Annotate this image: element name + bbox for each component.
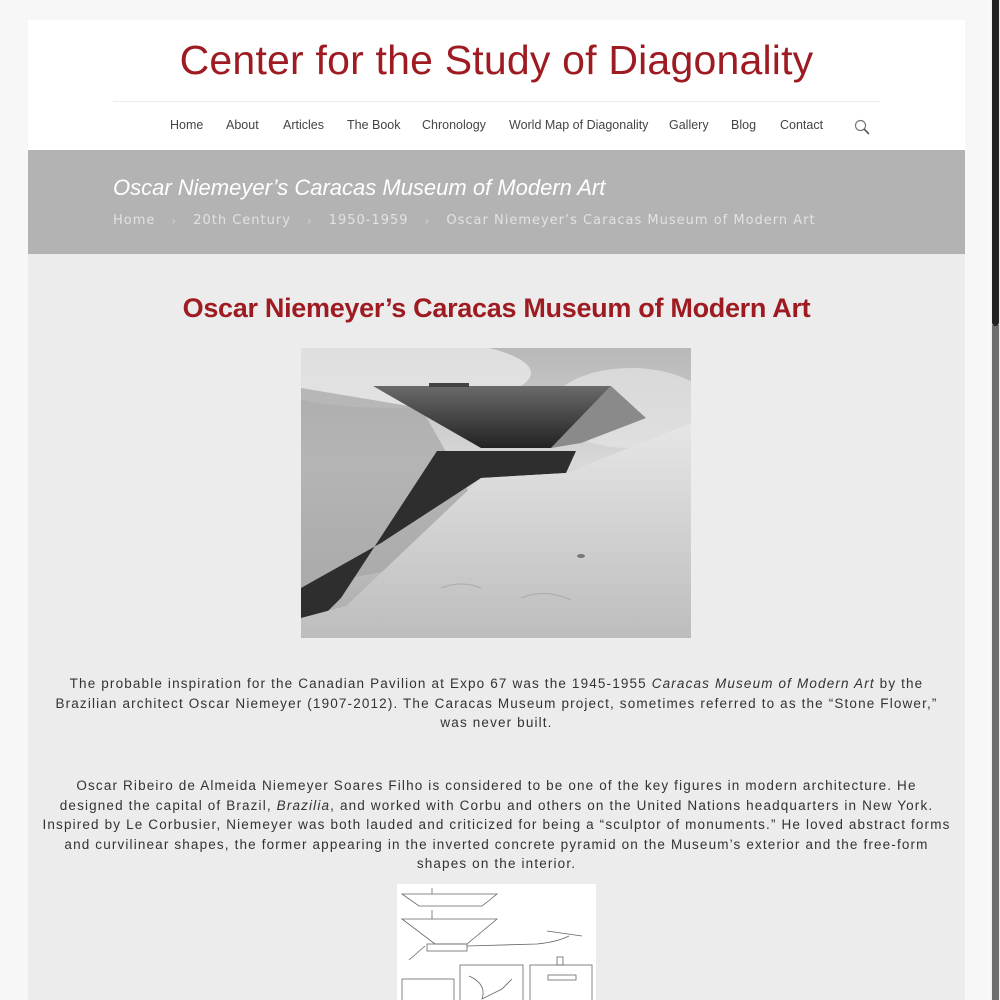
paragraph-2-emphasis: Brazilia xyxy=(276,797,331,813)
page-title-bar xyxy=(28,150,965,254)
site-title[interactable]: Center for the Study of Diagonality xyxy=(179,37,814,83)
breadcrumb-20th-century[interactable]: 20th Century xyxy=(193,213,291,228)
paragraph-2-text: Oscar Ribeiro de Almeida Niemeyer Soares Filho is considered to be one of the key figures in modern architecture. He designed the capital of Brazil, xyxy=(59,778,917,813)
breadcrumb xyxy=(113,213,816,229)
article xyxy=(28,254,965,1000)
main-nav xyxy=(28,117,965,137)
nav-item-about[interactable]: About xyxy=(226,118,259,132)
nav-item-home[interactable]: Home xyxy=(170,118,204,132)
paragraph-2 xyxy=(42,776,951,874)
page xyxy=(28,20,965,1000)
nav-item-the-book[interactable]: The Book xyxy=(347,118,401,132)
search-icon[interactable] xyxy=(854,119,870,135)
architectural-drawing[interactable] xyxy=(397,884,596,1000)
chevron-right-icon: › xyxy=(306,214,313,228)
chevron-right-icon: › xyxy=(171,214,178,228)
article-title: Oscar Niemeyer’s Caracas Museum of Modern Art xyxy=(182,293,811,323)
site-header xyxy=(28,20,965,150)
nav-item-blog[interactable]: Blog xyxy=(731,118,757,132)
breadcrumb-home[interactable]: Home xyxy=(113,213,156,228)
nav-item-world-map[interactable]: World Map of Diagonality xyxy=(509,118,649,132)
nav-item-gallery[interactable]: Gallery xyxy=(669,118,709,132)
museum-photo[interactable] xyxy=(301,348,691,638)
breadcrumb-1950-1959[interactable]: 1950-1959 xyxy=(328,213,409,228)
nav-item-contact[interactable]: Contact xyxy=(780,118,824,132)
paragraph-1-text: The probable inspiration for the Canadian Pavilion at Expo 67 was the 1945-1955 xyxy=(69,676,652,691)
breadcrumb-current: Oscar Niemeyer’s Caracas Museum of Modern Art xyxy=(446,213,816,228)
nav-item-chronology[interactable]: Chronology xyxy=(422,118,486,132)
nav-item-articles[interactable]: Articles xyxy=(283,118,324,132)
paragraph-1-text-end: by the Brazilian architect Oscar Niemeyer (1907-2012). The Caracas Museum project, sometimes referred to as the “Stone Flower,” was never built. xyxy=(55,676,938,731)
scrollbar-thumb[interactable] xyxy=(992,0,999,326)
paragraph-2-text-end: , and worked with Corbu and others on the United Nations headquarters in New York. Inspired by Le Corbusier, Niemeyer was both lauded and criticized for being a “sculptor of monuments.” He loved abstract forms and curvilinear shapes, the former appearing in the inverted concrete pyramid on the Museum’s exterior and the free-form shapes on the interior. xyxy=(42,797,951,872)
paragraph-1-emphasis: Caracas Museum of Modern Art xyxy=(651,676,875,691)
header-divider xyxy=(113,101,880,102)
page-title: Oscar Niemeyer’s Caracas Museum of Modern Art xyxy=(113,175,606,200)
paragraph-1 xyxy=(42,674,951,733)
chevron-right-icon: › xyxy=(424,214,431,228)
scrollbar-track-lower[interactable] xyxy=(992,325,999,1000)
